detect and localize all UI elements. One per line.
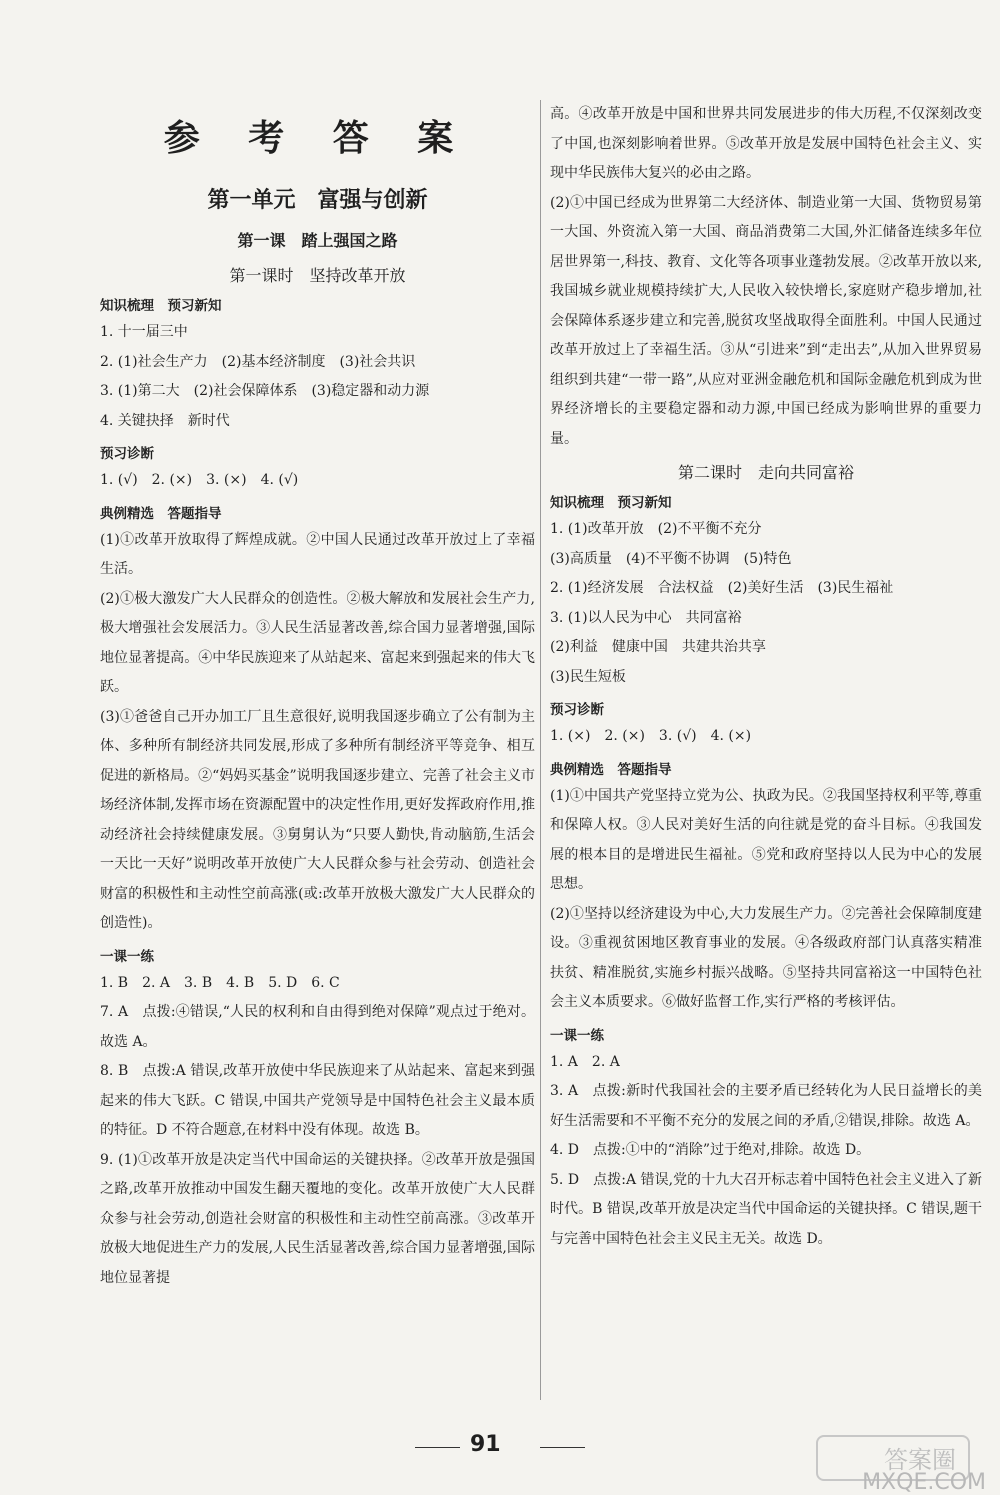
answer-paragraph: 3. A 点拨:新时代我国社会的主要矛盾已经转化为人民日益增长的美好生活需要和不平衡不充分的发展之间的矛盾,②错误,排除。故选 A。: [550, 1083, 982, 1129]
answer-paragraph: 1. B 2. A 3. B 4. B 5. D 6. C: [100, 974, 340, 991]
section-heading: 典例精选 答题指导: [550, 761, 672, 778]
lesson-title: 第一课 踏上强国之路: [237, 231, 398, 250]
watermark-text: MXQE.COM: [862, 1470, 986, 1495]
answer-paragraph: (3)民生短板: [550, 668, 626, 685]
answer-paragraph: 3. (1)以人民为中心 共同富裕: [550, 609, 742, 626]
answer-paragraph: 1. 十一届三中: [100, 324, 188, 340]
left-column: [100, 100, 535, 1293]
answer-paragraph: (3)①爸爸自己开办加工厂且生意很好,说明我国逐步确立了公有制为主体、多种所有制经济共同发展,形成了多种所有制经济平等竞争、相互促进的新格局。②“妈妈买基金”说明我国逐步建立、完善了社会主义市场经济体制,发挥市场在资源配置中的决定性作用,更好发挥政府作用,推动经济社会持续健康发展。③舅舅认为“只要人勤快,肯动脑筋,生活会一天比一天好”说明改革开放使广大人民群众参与社会劳动、创造社会财富的积极性和主动性空前高涨(或:改革开放极大激发广大人民群众的创造性)。: [100, 708, 535, 931]
answer-paragraph: 1. (√) 2. (×) 3. (×) 4. (√): [100, 472, 299, 488]
answer-paragraph: (3)高质量 (4)不平衡不协调 (5)特色: [550, 550, 792, 567]
right-content: [550, 491, 982, 1254]
answer-paragraph: 2. (1)社会生产力 (2)基本经济制度 (3)社会共识: [100, 353, 416, 370]
unit-title: 第一单元 富强与创新: [207, 188, 428, 213]
page-number-rule-left: [415, 1447, 460, 1448]
right-column: [550, 100, 982, 1254]
page-number-rule-right: [540, 1447, 585, 1448]
section-title-2: 第二课时 走向共同富裕: [677, 463, 854, 482]
answer-paragraph: (2)①极大激发广大人民群众的创造性。②极大解放和发展社会生产力,极大增强社会发展活力。③人民生活显著改善,综合国力显著增强,国际地位显著提高。④中华民族迎来了从站起来、富起来到强起来的伟大飞跃。: [100, 590, 535, 695]
answer-paragraph: 9. (1)①改革开放是决定当代中国命运的关键抉择。②改革开放是强国之路,改革开放推动中国发生翻天覆地的变化。改革开放使广大人民群众参与社会劳动,创造社会财富的积极性和主动性空前高涨。③改革开放极大地促进生产力的发展,人民生活显著改善,综合国力显著增强,国际地位显著提: [100, 1151, 535, 1286]
answer-paragraph: (2)①坚持以经济建设为中心,大力发展生产力。②完善社会保障制度建设。③重视贫困地区教育事业的发展。④各级政府部门认真落实精准扶贫、精准脱贫,实施乡村振兴战略。⑤坚持共同富裕这一中国特色社会主义本质要求。⑥做好监督工作,实行严格的考核评估。: [550, 905, 982, 1010]
page-number: 91: [470, 1432, 501, 1457]
answer-paragraph: 3. (1)第二大 (2)社会保障体系 (3)稳定器和动力源: [100, 383, 430, 399]
answer-paragraph: (2)利益 健康中国 共建共治共享: [550, 639, 766, 655]
section-heading: 典例精选 答题指导: [100, 505, 222, 522]
section-heading: 知识梳理 预习新知: [550, 495, 672, 511]
section-heading: 知识梳理 预习新知: [100, 298, 222, 314]
answer-paragraph: 4. D 点拨:①中的“消除”过于绝对,排除。故选 D。: [550, 1142, 871, 1158]
right-continued-content: [550, 100, 982, 454]
answer-paragraph: (1)①改革开放取得了辉煌成就。②中国人民通过改革开放过上了幸福生活。: [100, 531, 535, 577]
answer-paragraph: (2)①中国已经成为世界第二大经济体、制造业第一大国、货物贸易第一大国、外资流入第一大国、商品消费第二大国,外汇储备连续多年位居世界第一,科技、教育、文化等各项事业蓬勃发展。②改革开放以来,我国城乡就业规模持续扩大,人民收入较快增长,家庭财产稳步增加,社会保障体系逐步建立和完善,脱贫攻坚战取得全面胜利。中国人民通过改革开放过上了幸福生活。③从“引进来”到“走出去”,从加入世界贸易组织到共建“一带一路”,从应对亚洲金融危机和国际金融危机到成为世界经济增长的主要稳定器和动力源,中国已经成为影响世界的重要力量。: [550, 194, 982, 447]
section-heading: 一课一练: [100, 948, 154, 965]
answer-paragraph: (1)①中国共产党坚持立党为公、执政为民。②我国坚持权利平等,尊重和保障人权。③人民对美好生活的向往就是党的奋斗目标。④我国发展的根本目的是增进民生福祉。⑤党和政府坚持以人民为中心的发展思想。: [550, 787, 982, 892]
watermark-logo-text: 答案圈: [884, 1446, 956, 1474]
answer-paragraph: 5. D 点拨:A 错误,党的十九大召开标志着中国特色社会主义进入了新时代。B 错误,改革开放是决定当代中国命运的关键抉择。C 错误,题干与完善中国特色社会主义民主无关。故选 D。: [550, 1171, 982, 1247]
section-heading: 预习诊断: [100, 446, 154, 462]
answer-paragraph: 1. A 2. A: [550, 1053, 620, 1070]
left-content: [100, 294, 535, 1293]
section-heading: 预习诊断: [550, 702, 604, 718]
answer-paragraph: 1. (×) 2. (×) 3. (√) 4. (×): [550, 728, 752, 744]
section-heading: 一课一练: [550, 1027, 604, 1044]
answer-paragraph: 4. 关键抉择 新时代: [100, 412, 230, 429]
column-divider: [540, 100, 541, 1400]
answer-paragraph: 2. (1)经济发展 合法权益 (2)美好生活 (3)民生福祉: [550, 580, 894, 596]
page-title: 参 考 答 案: [163, 117, 472, 159]
answer-paragraph: 高。④改革开放是中国和世界共同发展进步的伟大历程,不仅深刻改变了中国,也深刻影响着世界。⑤改革开放是发展中国特色社会主义、实现中华民族伟大复兴的必由之路。: [550, 106, 982, 181]
answer-paragraph: 8. B 点拨:A 错误,改革开放使中华民族迎来了从站起来、富起来到强起来的伟大飞跃。C 错误,中国共产党领导是中国特色社会主义最本质的特征。D 不符合题意,在材料中没有体现。故选 B。: [100, 1063, 535, 1138]
answer-paragraph: 1. (1)改革开放 (2)不平衡不充分: [550, 521, 762, 537]
section-title-1: 第一课时 坚持改革开放: [229, 266, 406, 285]
answer-paragraph: 7. A 点拨:④错误,“人民的权利和自由得到绝对保障”观点过于绝对。故选 A。: [100, 1004, 535, 1050]
